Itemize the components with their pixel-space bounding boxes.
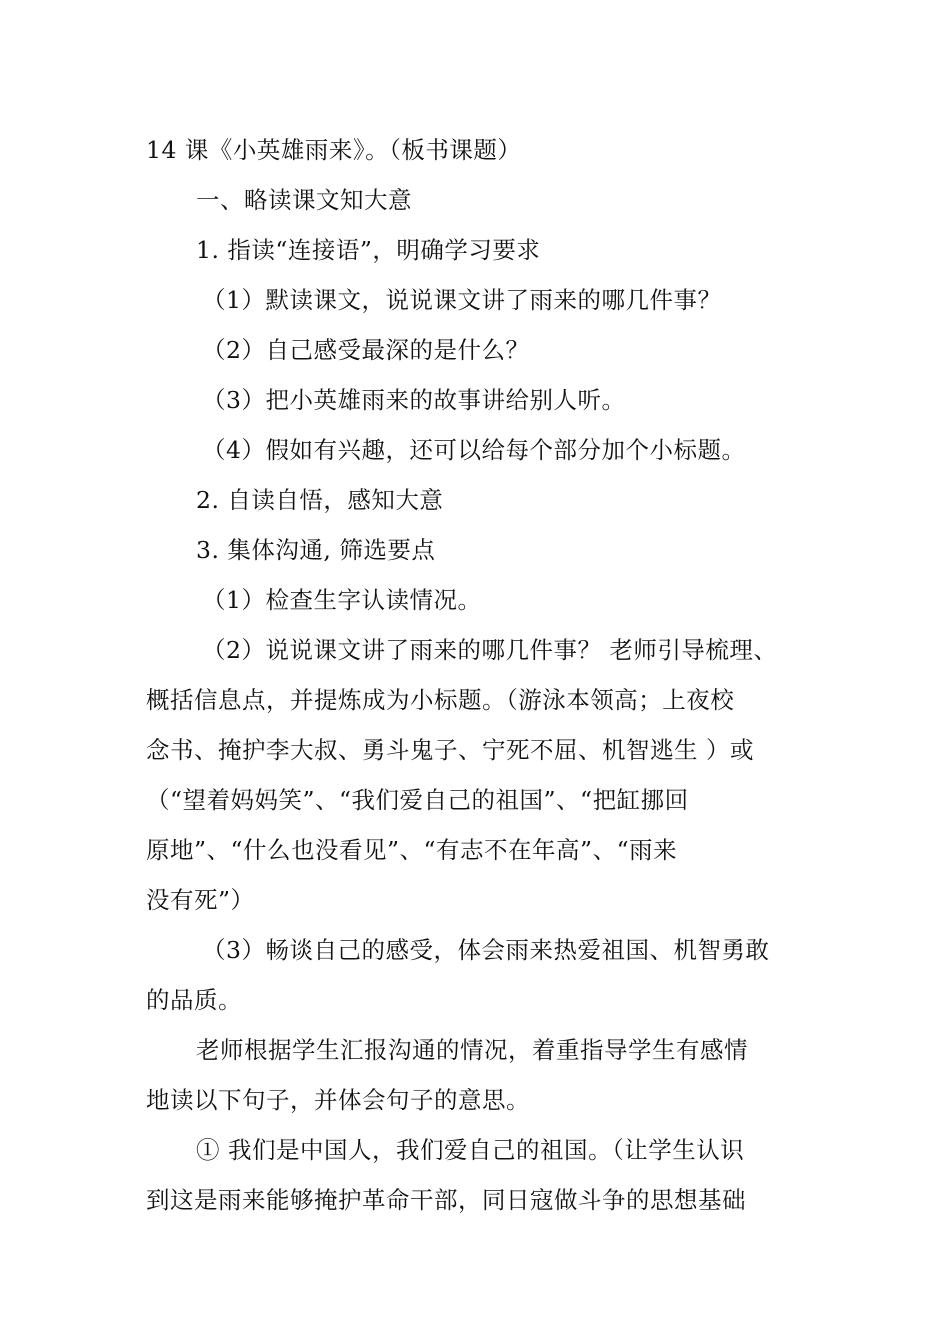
step-3-item-2: （2）说说课文讲了雨来的哪几件事？ 老师引导梳理、	[202, 636, 778, 664]
step-3-item-1: （1）检查生字认读情况。	[202, 586, 482, 614]
step-1-heading: 1. 指读“连接语”，明确学习要求	[196, 236, 541, 264]
paragraph-line: 没有死”）	[146, 886, 255, 914]
paragraph-line: 原地”、“什么也没看见”、“有志不在年高”、“雨来	[146, 836, 678, 864]
paragraph-line: 念书、掩护李大叔、勇斗鬼子、宁死不屈、机智逃生 ）或	[146, 736, 754, 764]
step-2-heading: 2. 自读自悟，感知大意	[196, 486, 444, 514]
requirement-1: （1）默读课文，说说课文讲了雨来的哪几件事？	[202, 286, 722, 314]
paragraph-line: 到这是雨来能够掩护革命干部，同日寇做斗争的思想基础	[146, 1186, 746, 1214]
teacher-guidance-paragraph: 老师根据学生汇报沟通的情况，着重指导学生有感情	[196, 1036, 748, 1064]
step-3-item-3: （3）畅谈自己的感受，体会雨来热爱祖国、机智勇敢	[202, 936, 770, 964]
step-3-heading: 3. 集体沟通, 筛选要点	[196, 536, 436, 564]
paragraph-line: 概括信息点，并提炼成为小标题。（游泳本领高；上夜校	[146, 686, 735, 714]
requirement-3: （3）把小英雄雨来的故事讲给别人听。	[202, 386, 626, 414]
lesson-title-line: 14 课《小英雄雨来》。（板书课题）	[146, 136, 522, 164]
section-heading: 一、略读课文知大意	[196, 186, 412, 214]
paragraph-line: 地读以下句子，并体会句子的意思。	[146, 1086, 530, 1114]
paragraph-line: 的品质。	[146, 986, 242, 1014]
paragraph-line: （“望着妈妈笑”、“我们爱自己的祖国”、“把缸挪回	[146, 786, 689, 814]
requirement-4: （4）假如有兴趣，还可以给每个部分加个小标题。	[202, 436, 746, 464]
sentence-1: ① 我们是中国人，我们爱自己的祖国。（让学生认识	[196, 1136, 745, 1164]
requirement-2: （2）自己感受最深的是什么？	[202, 336, 530, 364]
